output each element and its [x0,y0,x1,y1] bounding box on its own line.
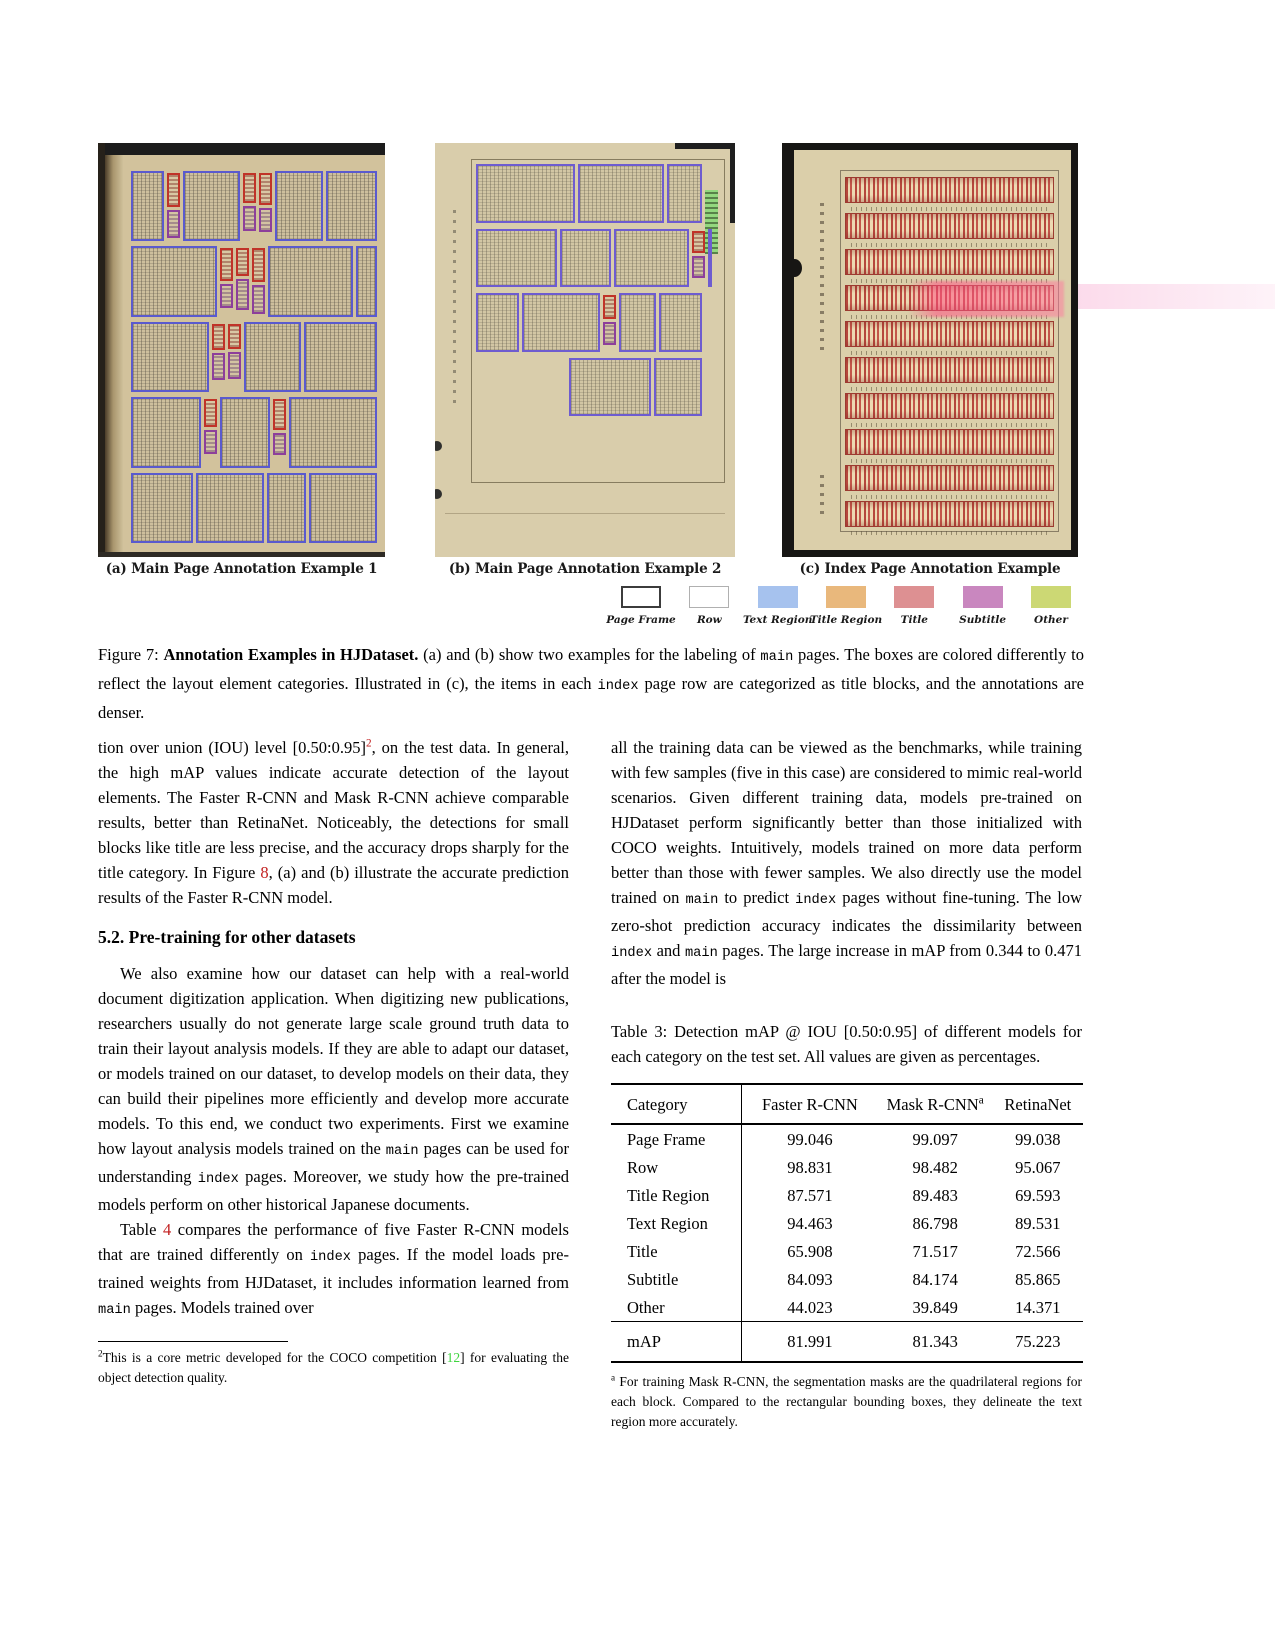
seg-mono: main [385,1144,419,1159]
table-4-ref[interactable]: 4 [162,1220,172,1239]
title-box [273,399,286,430]
index-row-group [845,285,1054,321]
seg-mono: index [795,893,837,908]
table-cell: 89.531 [1015,1213,1061,1233]
legend-label: Text Region [742,614,813,626]
table-header-cell: RetinaNet [1004,1095,1072,1114]
title-column [236,246,249,316]
text-region-box [476,293,519,352]
annotation-row [131,397,377,467]
index-row-group [845,465,1054,501]
seg-mono: index [197,1172,239,1187]
legend-swatch [758,586,798,608]
title-box [243,173,256,203]
text-region-box [667,164,702,223]
title-box [252,248,265,281]
text-region-box [131,171,164,241]
table-cell: 39.849 [912,1297,958,1317]
citation-12-ref[interactable]: 12 [446,1350,461,1365]
book-spine [105,155,123,557]
title-box [228,324,241,349]
figure-7a-caption: (a) Main Page Annotation Example 1 [105,561,378,577]
annotation-row [476,229,702,288]
table-cell: Subtitle [627,1269,679,1289]
title-box [692,231,705,254]
legend-label: Title [900,614,928,626]
index-small-text-row [851,459,1048,463]
index-row-group [845,357,1054,393]
legend-item-text-region [742,586,813,626]
annotation-grid [476,164,702,416]
table-cell: Title [627,1241,658,1261]
table-cell: 71.517 [912,1241,958,1261]
page-frame-line [471,159,725,483]
table-cell: 99.097 [912,1129,958,1149]
table-cell: Other [627,1297,665,1317]
table-header-row [611,1084,1083,1124]
subtitle-box [204,430,217,453]
table-cell: 84.093 [742,1265,878,1293]
table-header-cell: Category [627,1095,688,1114]
index-title-band [845,429,1054,455]
text-region-box [356,246,377,316]
index-row-group [845,213,1054,249]
index-title-band [845,177,1054,203]
title-column [204,397,217,467]
subtitle-box [236,279,249,310]
figure-7-legend [606,586,1082,626]
index-title-band [845,321,1054,347]
figure-7a-main-page-scan [98,143,385,557]
legend-label: Row [696,614,722,626]
annotation-row [131,322,377,392]
legend-swatch [963,586,1003,608]
table-cell: 84.174 [912,1269,958,1289]
table-header-cell: Mask R-CNN$^a$ [886,1094,984,1114]
index-row-group [845,321,1054,357]
index-small-text-row [851,495,1048,499]
table-cell: 86.798 [912,1213,958,1233]
seg-mono: main [684,946,718,961]
legend-label: Other [1034,614,1068,626]
annotation-grid [131,171,377,543]
legend-swatch [689,586,729,608]
text-region-box [131,322,209,392]
scan-edge [98,143,105,557]
seg-mono: main [760,650,794,665]
index-title-band [845,501,1054,527]
body-right-column [611,735,1082,1432]
table-cell: 81.343 [912,1332,958,1351]
text-region-box [289,397,377,467]
index-row-group [845,249,1054,285]
title-column [259,171,272,241]
figure-8-ref[interactable]: 8 [260,863,269,882]
paragraph-iou-results: tion over union (IOU) level [0.50:0.95]$^2$, on the test data. In general, the high mAP values indicate accurate detection of the layout elements. The Faster R-CNN and Mask R-CNN achieve comparable results, better than RetinaNet. Noticeably, the detections for small blocks like title are less precise, and the accuracy drops sharply for the title category. In Figure 8, (a) and (b) illustrate the accurate prediction results of the Faster R-CNN model. [98,737,569,907]
text-region-box [304,322,377,392]
seg-mono: main [98,1303,131,1318]
title-column [212,322,225,392]
subtitle-box [220,284,233,308]
subtitle-box [692,256,705,278]
seg-mono: index [597,679,639,694]
legend-swatch [826,586,866,608]
title-box [220,248,233,281]
table-row [611,1124,1083,1153]
text-region-box [268,246,353,316]
text-region-box [131,246,217,316]
annotation-row [476,358,702,417]
text-region-box [267,473,305,543]
title-box [236,248,249,275]
table-cell: 85.865 [1015,1269,1061,1289]
index-title-band [845,393,1054,419]
footnote-2: $^2$This is a core metric developed for the COCO competition [12] for evaluating the object detection quality. [98,1348,569,1385]
legend-swatch [1031,586,1071,608]
legend-swatch [621,586,661,608]
subtitle-box [228,352,241,378]
seg-mono: index [611,946,653,961]
title-box [204,399,217,427]
paragraph-benchmarks: all the training data can be viewed as the benchmarks, while training with few samples (five in this case) are considered to mimic real-world scenarios. Given different training data, models pre-trained on HJDataset perform significantly better than those initialized with COCO weights. Intuitively, models trained on more data perform better than those with fewer samples. We also directly use the model trained on main to predict index pages without fine-tuning. The low zero-shot prediction accuracy indicates the dissimilarity between index and main pages. The large increase in mAP from 0.344 to 0.471 after the model is [611,738,1083,988]
table-cell: 99.046 [742,1124,878,1153]
table-row [611,1209,1083,1237]
index-small-text-row [851,351,1048,355]
seg-sup: a [611,1372,616,1383]
table-row [611,1237,1083,1265]
legend-swatch [894,586,934,608]
index-row-group [845,177,1054,213]
table-cell: 65.908 [742,1237,878,1265]
subtitle-box [167,210,180,238]
title-column [228,322,241,392]
table-3-caption: Table 3: Detection mAP @ IOU [0.50:0.95] of different models for each category on the test set. All values are given as percentages. [611,1022,1082,1066]
table-cell: 81.991 [742,1322,878,1363]
index-row-group [845,429,1054,465]
table-cell: 99.038 [1015,1129,1061,1149]
scan-edge [675,143,735,149]
paragraph-table-4-discussion: Table 4 compares the performance of five Faster R-CNN models that are trained differently on index pages. If the model loads pre-trained weights from HJDataset, it includes information learned from main pages. Models trained over [98,1220,569,1318]
figure-7c-caption: (c) Index Page Annotation Example [799,561,1061,577]
text-region-box [196,473,264,543]
table-row [611,1181,1083,1209]
legend-item-title [883,586,945,626]
table-cell: 87.571 [742,1181,878,1209]
seg-mono: main [685,893,719,908]
text-region-box [654,358,702,417]
index-row-group [845,501,1054,537]
title-column [692,229,705,288]
table-note-ref: a [978,1094,984,1107]
table-cell: Text Region [627,1213,708,1233]
table-row [611,1293,1083,1322]
annotation-row [476,164,702,223]
text-region-box [183,171,241,241]
figure-7b-main-page-scan [435,143,735,557]
index-content [840,170,1059,532]
table-cell: mAP [627,1332,661,1351]
text-region-box [708,229,712,288]
index-page [794,150,1071,550]
text-region-box [476,229,557,288]
text-region-box [522,293,599,352]
text-region-box [275,171,323,241]
text-region-box [659,293,702,352]
seg-mono: index [309,1250,352,1265]
title-box [259,173,272,205]
text-region-box [220,397,270,467]
table-header-cell: Faster R-CNN [742,1084,878,1124]
section-5-2-heading: 5.2. Pre-training for other datasets [98,927,356,947]
subtitle-box [243,206,256,231]
subtitle-box [603,322,616,346]
table-cell: 75.223 [1015,1332,1061,1351]
text-region-box [309,473,377,543]
table-cell: 94.463 [742,1209,878,1237]
index-small-text-row [851,423,1048,427]
table-cell: 95.067 [1015,1157,1061,1177]
legend-item-title-region [809,586,883,626]
body-left-column [98,735,569,1388]
margin-text [453,203,456,403]
text-region-box [131,397,201,467]
scan-hole [435,441,442,451]
seg-bold: Annotation Examples in HJDataset. [163,645,419,664]
title-column [273,397,286,467]
annotation-row [131,171,377,241]
index-title-band [845,213,1054,239]
text-region-box [619,293,656,352]
legend-item-row [678,586,740,626]
legend-item-page-frame [606,586,676,626]
table-3 [611,1083,1083,1363]
annotation-row [131,246,377,316]
annotation-row [131,473,377,543]
index-small-text-row [851,387,1048,391]
index-title-band [845,249,1054,275]
legend-label: Subtitle [959,614,1007,626]
index-small-text-row [851,243,1048,247]
table-cell: 14.371 [1015,1297,1061,1317]
text-region-box [326,171,377,241]
scan-notch [787,259,802,277]
annotation-row [476,293,702,352]
margin-text [820,200,824,350]
blank-area [476,358,566,417]
scan-edge [98,552,385,557]
footnote-2-ref[interactable]: 2 [366,737,372,750]
text-region-box [476,164,575,223]
figure-7c-index-page-scan [782,143,1078,557]
title-column [243,171,256,241]
pink-highlight-band [1078,284,1275,309]
index-title-band [845,357,1054,383]
table-cell: 69.593 [1015,1185,1061,1205]
title-column [167,171,180,241]
table-cell: Page Frame [627,1129,706,1149]
table-cell: Title Region [627,1185,710,1205]
subtitle-box [273,433,286,455]
page-crease [445,513,725,514]
index-row-group [845,393,1054,429]
margin-text [820,470,824,514]
text-region-box [131,473,193,543]
title-box [167,173,180,207]
table-row [611,1265,1083,1293]
text-region-box [578,164,665,223]
table-footer-row [611,1322,1083,1363]
table-cell: 98.482 [912,1157,958,1177]
title-box [212,324,225,350]
pink-highlight-glow [908,281,1064,317]
table-cell: 98.831 [742,1153,878,1181]
figure-7-caption: Figure 7: Annotation Examples in HJDataset. (a) and (b) show two examples for the labeling of main pages. The boxes are colored differently to reflect the layout element categories. Illustrated in (c), the items in each index page row are categorized as title blocks, and the annotations are denser. [98,645,1084,722]
scan-hole [435,489,442,499]
text-region-box [569,358,650,417]
footnote-rule [98,1341,288,1342]
title-box [603,295,616,319]
index-title-band [845,465,1054,491]
paragraph-pretraining-intro: We also examine how our dataset can help with a real-world document digitization application. When digitizing new publications, researchers usually do not generate large scale ground truth data to train their layout analysis models. If they are able to adapt our dataset, or models trained on our dataset, to develop models on their data, they can build their pipelines more efficiently and develop more accurate models. To this end, we conduct two experiments. First we examine how layout analysis models trained on the main pages can be used for understanding index pages. Moreover, we study how the pre-trained models perform on other historical Japanese documents. [98,964,570,1214]
title-column [220,246,233,316]
scan-edge [730,143,735,223]
legend-label: Page Frame [606,614,676,626]
table-row [611,1153,1083,1181]
table-cell: 89.483 [912,1185,958,1205]
index-small-text-row [851,207,1048,211]
text-region-box [244,322,302,392]
index-small-text-row [851,531,1048,535]
scan-edge [98,143,385,155]
table-cell: 72.566 [1015,1241,1061,1261]
table-3-note: $^a$ For training Mask R-CNN, the segmentation masks are the quadrilateral regions for each block. Compared to the rectangular bounding boxes, they delineate the text region more accurately. [611,1372,1082,1429]
table-cell: 44.023 [742,1293,878,1322]
legend-item-other [1020,586,1082,626]
subtitle-box [212,353,225,380]
seg-sup: 2 [98,1348,103,1359]
subtitle-box [259,208,272,232]
subtitle-box [252,285,265,314]
table-cell: Row [627,1157,659,1177]
figure-7b-caption: (b) Main Page Annotation Example 2 [448,561,722,577]
text-region-box [560,229,611,288]
legend-label: Title Region [809,614,883,626]
text-region-box [614,229,689,288]
title-column [603,293,616,352]
title-column [252,246,265,316]
legend-item-subtitle [952,586,1014,626]
